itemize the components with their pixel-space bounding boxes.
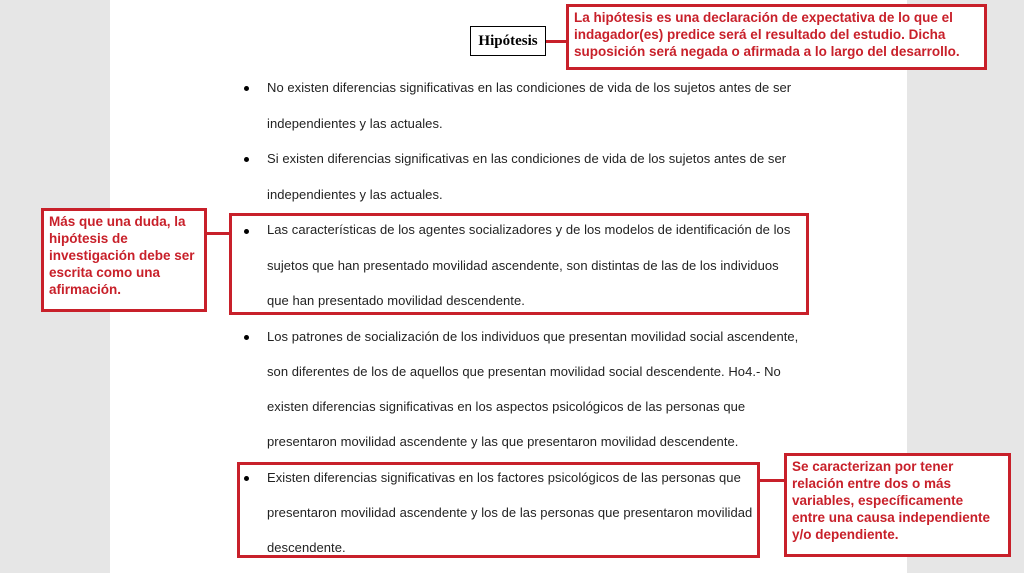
bullet-3-line-2: sujetos que han presentado movilidad ascendente, son distintas de las de los individuos: [267, 258, 779, 273]
bullet-3-line-1: Las características de los agentes socializadores y de los modelos de identificación de los: [267, 222, 791, 237]
annotation-left-line-5: afirmación.: [49, 282, 122, 297]
bullet-5-line-1: Existen diferencias significativas en los factores psicológicos de las personas que: [267, 470, 741, 485]
annotation-left-line-1: Más que una duda, la: [49, 214, 186, 229]
connector-left: [206, 232, 231, 235]
highlight-box-bullet-3: [229, 213, 809, 315]
annotation-top-line-1: La hipótesis es una declaración de expectativa de lo que el: [574, 10, 953, 25]
bullet-4-line-4: presentaron movilidad ascendente y las que presentaron movilidad descendente.: [267, 434, 739, 449]
connector-top: [546, 40, 568, 43]
annotation-right-line-4: entre una causa independiente: [792, 510, 991, 525]
annotation-left-line-4: escrita como una: [49, 265, 161, 280]
annotation-top-line-3: suposición será negada o afirmada a lo largo del desarrollo.: [574, 44, 960, 59]
bullet-3-line-3: que han presentado movilidad descendente.: [267, 293, 525, 308]
bullet-marker: [244, 335, 249, 340]
bullet-5-line-3: descendente.: [267, 540, 346, 555]
annotation-left: [41, 208, 207, 312]
bullet-4-line-1: Los patrones de socialización de los individuos que presentan movilidad social ascendente,: [267, 329, 799, 344]
bullet-4-line-2: son diferentes de los de aquellos que presentan movilidad social descendente. Ho4.- No: [267, 364, 781, 379]
bullet-2-line-2: independientes y las actuales.: [267, 187, 443, 202]
bullet-marker: [244, 86, 249, 91]
annotation-right-line-1: Se caracterizan por tener: [792, 459, 954, 474]
section-title-text: Hipótesis: [478, 32, 538, 49]
bullet-4-line-3: existen diferencias significativas en los aspectos psicológicos de las personas que: [267, 399, 746, 414]
highlight-box-bullet-5: [237, 462, 760, 558]
annotation-right-line-5: y/o dependiente.: [792, 527, 899, 542]
bullet-5-line-2: presentaron movilidad ascendente y los de las personas que presentaron movilidad: [267, 505, 753, 520]
annotation-right-line-3: variables, específicamente: [792, 493, 964, 508]
section-title: [470, 26, 546, 56]
annotation-right-line-2: relación entre dos o más: [792, 476, 952, 491]
bullet-marker: [244, 157, 249, 162]
annotation-left-line-3: investigación debe ser: [49, 248, 195, 263]
bullet-1-line-1: No existen diferencias significativas en las condiciones de vida de los sujetos antes de ser: [267, 80, 792, 95]
bullet-1-line-2: independientes y las actuales.: [267, 116, 443, 131]
bullet-2-line-1: Si existen diferencias significativas en las condiciones de vida de los sujetos antes de ser: [267, 151, 787, 166]
annotation-top-line-2: indagador(es) predice será el resultado del estudio. Dicha: [574, 27, 946, 42]
connector-right: [758, 479, 786, 482]
annotation-right: [784, 453, 1011, 557]
annotation-left-line-2: hipótesis de: [49, 231, 128, 246]
annotation-top: [566, 4, 987, 70]
